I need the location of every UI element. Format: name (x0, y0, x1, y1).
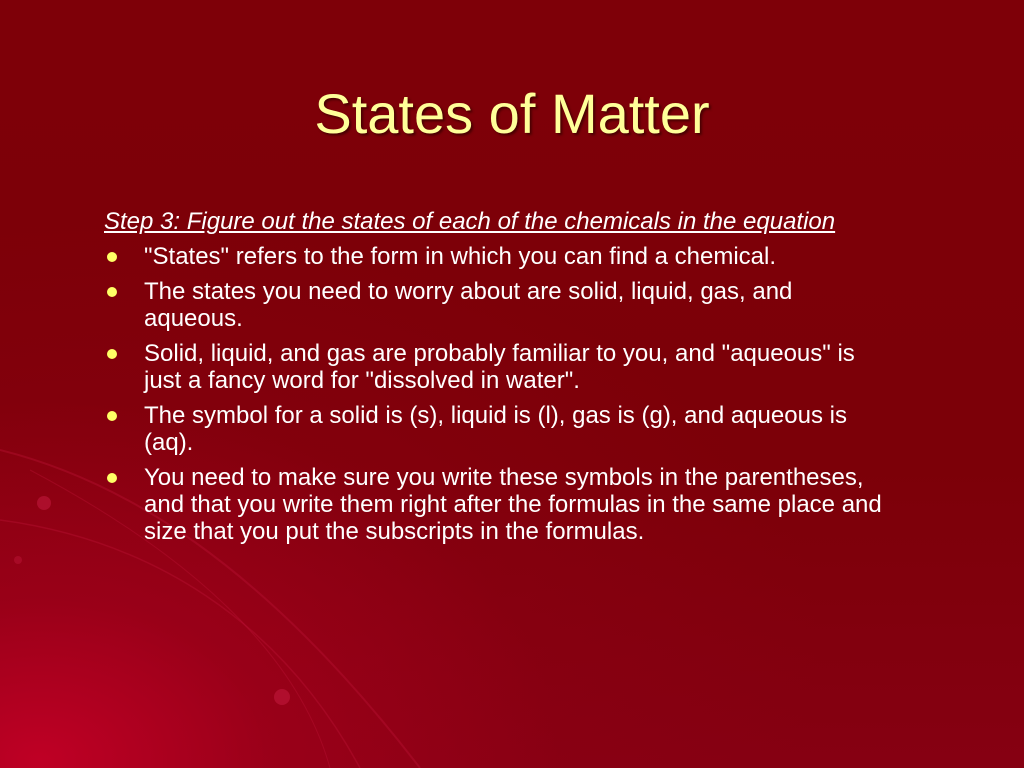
decor-bubble-icon (14, 556, 22, 564)
bullet-dot-icon (107, 473, 117, 483)
bullet-dot-icon (107, 411, 117, 421)
bullet-dot-icon (107, 349, 117, 359)
bullet-text: "States" refers to the form in which you can find a chemical. (144, 243, 776, 270)
bullet-dot-icon (107, 252, 117, 262)
bullet-text: The states you need to worry about are solid, liquid, gas, and aqueous. (144, 278, 793, 332)
list-item (104, 464, 894, 545)
slide-content (104, 208, 894, 553)
decor-bubble-icon (37, 496, 51, 510)
bullet-text: The symbol for a solid is (s), liquid is (l), gas is (g), and aqueous is (aq). (144, 402, 847, 456)
list-item (104, 278, 894, 332)
list-item (104, 402, 894, 456)
bullet-text: Solid, liquid, and gas are probably familiar to you, and "aqueous" is just a fancy word for "dissolved in water". (144, 340, 855, 394)
step-heading: Step 3: Figure out the states of each of the chemicals in the equation (104, 208, 836, 235)
list-item (104, 243, 894, 270)
bullet-dot-icon (107, 287, 117, 297)
bullet-text: You need to make sure you write these symbols in the parentheses, and that you write them right after the formulas in the same place and size that you put the subscripts in the formulas. (144, 464, 882, 545)
slide-title: States of Matter (314, 82, 710, 145)
bullet-list (104, 243, 894, 545)
list-item (104, 340, 894, 394)
decor-bubble-icon (274, 689, 290, 705)
